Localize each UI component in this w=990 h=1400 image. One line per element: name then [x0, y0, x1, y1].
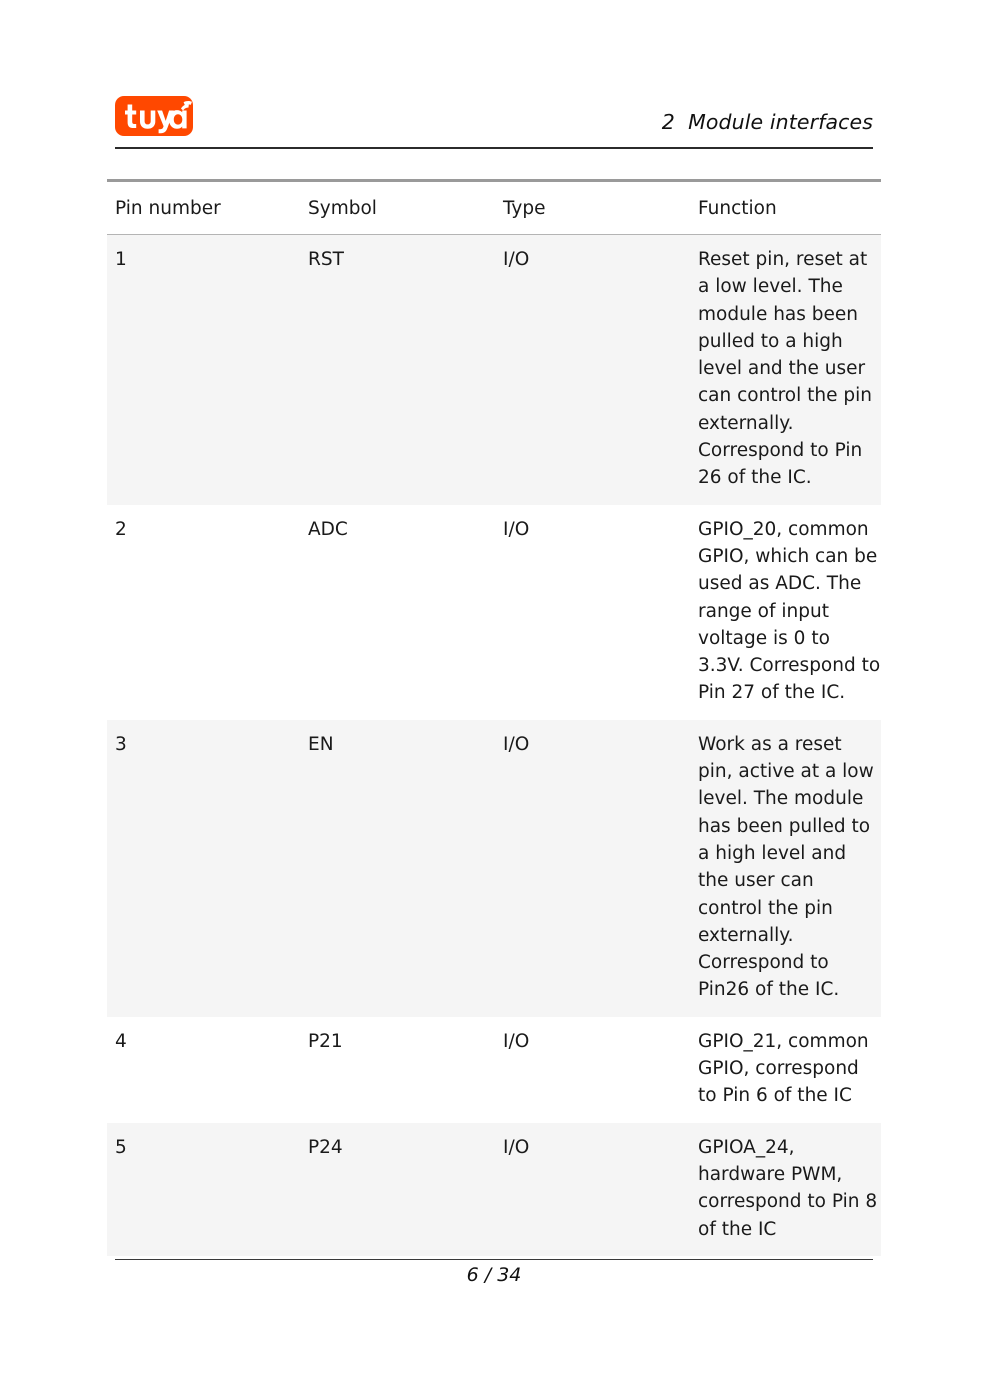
cell-function: GPIO_20, common GPIO, which can be used as ADC. The range of input voltage is 0 to 3.3V. Correspond to Pin 27 of the IC. [698, 505, 881, 720]
table-row [107, 505, 881, 720]
table-body [107, 235, 881, 1256]
cell-type: I/O [503, 720, 698, 1017]
table-row [107, 1123, 881, 1256]
cell-symbol: P24 [308, 1123, 503, 1256]
cell-type: I/O [503, 1123, 698, 1256]
column-header-function: Function [698, 181, 881, 235]
table-head [107, 181, 881, 235]
cell-pin-number: 4 [107, 1017, 308, 1123]
cell-function: GPIO_21, common GPIO, correspond to Pin 6 of the IC [698, 1017, 881, 1123]
table-row [107, 235, 881, 505]
cell-type: I/O [503, 235, 698, 505]
cell-pin-number: 5 [107, 1123, 308, 1256]
tuya-logo [115, 96, 193, 136]
page-number: 6 / 34 [466, 1264, 522, 1286]
cell-function: Reset pin, reset at a low level. The module has been pulled to a high level and the user can control the pin externally. Correspond to Pin 26 of the IC. [698, 235, 881, 505]
column-header-symbol: Symbol [308, 181, 503, 235]
cell-symbol: P21 [308, 1017, 503, 1123]
pin-definition-table [107, 179, 881, 1256]
page-header [115, 96, 873, 148]
table-row [107, 1017, 881, 1123]
cell-pin-number: 3 [107, 720, 308, 1017]
cell-symbol: ADC [308, 505, 503, 720]
footer-divider [115, 1259, 873, 1260]
cell-symbol: RST [308, 235, 503, 505]
pin-definition-table-wrapper [107, 179, 881, 1256]
cell-symbol: EN [308, 720, 503, 1017]
header-divider [115, 147, 873, 149]
cell-pin-number: 2 [107, 505, 308, 720]
table-row [107, 720, 881, 1017]
cell-function: Work as a reset pin, active at a low level. The module has been pulled to a high level and the user can control the pin externally. Correspond to Pin26 of the IC. [698, 720, 881, 1017]
chapter-title: 2 Module interfaces [661, 110, 873, 134]
column-header-type: Type [503, 181, 698, 235]
cell-function: GPIOA_24, hardware PWM, correspond to Pin 8 of the IC [698, 1123, 881, 1256]
cell-type: I/O [503, 1017, 698, 1123]
table-header-row [107, 181, 881, 235]
cell-pin-number: 1 [107, 235, 308, 505]
cell-type: I/O [503, 505, 698, 720]
column-header-pin-number: Pin number [107, 181, 308, 235]
